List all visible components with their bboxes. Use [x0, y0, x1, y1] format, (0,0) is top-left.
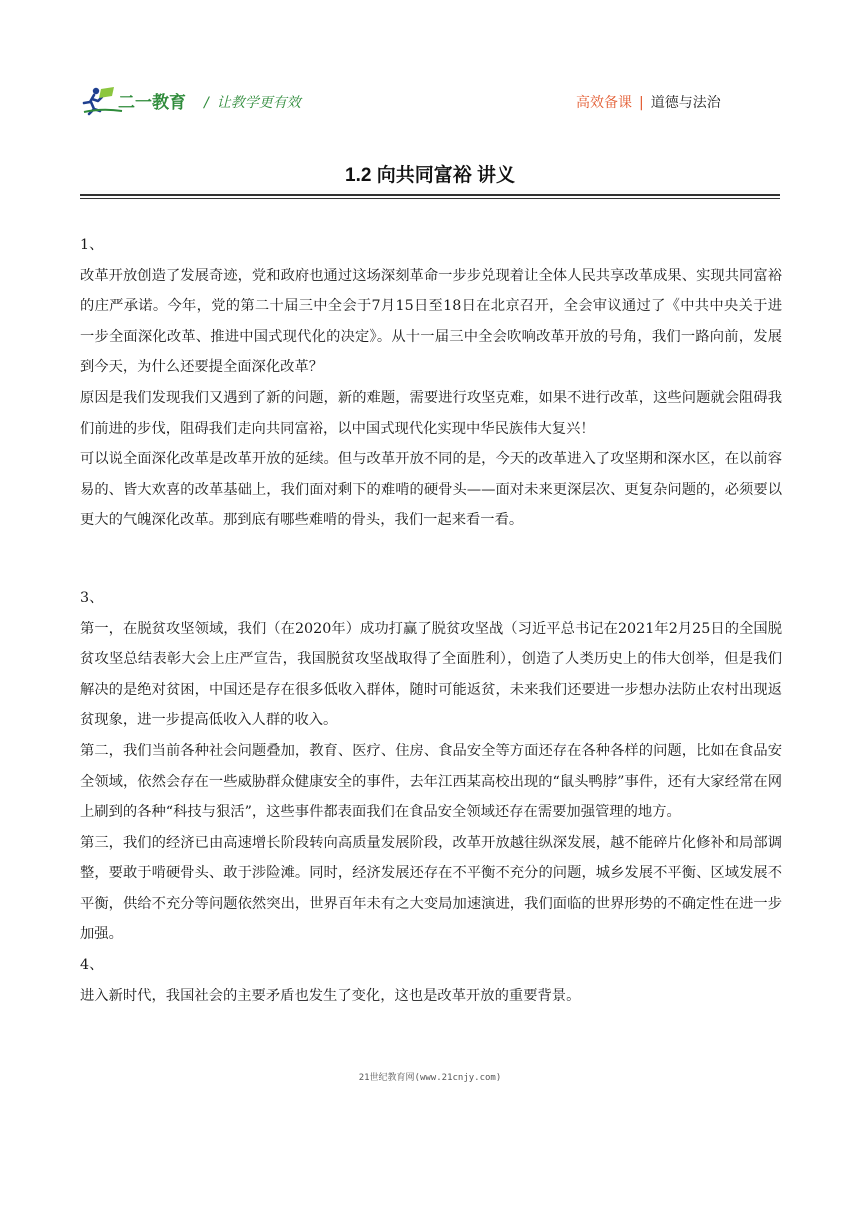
slogan-text: 让教学更有效	[216, 95, 301, 111]
paragraph: 原因是我们发现我们又遇到了新的问题，新的难题，需要进行攻坚克难，如果不进行改革，这些问题就会阻碍我们前进的步伐，阻碍我们走向共同富裕，以中国式现代化实现中华民族伟大复兴！	[80, 389, 782, 437]
section-number: 1、	[80, 237, 104, 253]
paragraph: 第二，我们当前各种社会问题叠加，教育、医疗、住房、食品安全等方面还存在各种各样的问题，比如在食品安全领域，依然会存在一些威胁群众健康安全的事件，去年江西某高校出现的“鼠头鸭脖”事件，还有大家经常在网上刷到的各种“科技与狠活”，这些事件都表面我们在食品安全领域还存在需要加强管理的地方。	[80, 742, 782, 821]
title-divider	[80, 194, 780, 199]
paragraph: 进入新时代，我国社会的主要矛盾也发生了变化，这也是改革开放的重要背景。	[80, 987, 581, 1004]
logo-text: 二一教育	[118, 93, 186, 113]
paragraph: 第三，我们的经济已由高速增长阶段转向高质量发展阶段，改革开放越往纵深发展，越不能碎片化修补和局部调整，要敢于啃硬骨头、敢于涉险滩。同时，经济发展还存在不平衡不充分的问题，城乡发展不平衡、区域发展不平衡，供给不充分等问题依然突出，世界百年未有之大变局加速演进，我们面临的世界形势的不确定性在进一步加强。	[80, 834, 782, 943]
runner-icon	[84, 87, 122, 114]
category-tag: 高效备课	[576, 95, 632, 111]
section-3	[80, 583, 782, 950]
section-number: 4、	[80, 957, 104, 974]
paragraph: 改革开放创造了发展奇迹，党和政府也通过这场深刻革命一步步兑现着让全体人民共享改革成果、实现共同富裕的庄严承诺。今年，党的第二十届三中全会于7月15日至18日在北京召开，全会审议通过了《中共中央关于进一步全面深化改革、推进中国式现代化的决定》。从十一届三中全会吹响改革开放的号角，我们一路向前，发展到今天，为什么还要提全面深化改革？	[80, 267, 782, 376]
category-separator: |	[639, 95, 644, 111]
paragraph: 可以说全面深化改革是改革开放的延续。但与改革开放不同的是，今天的改革进入了攻坚期和深水区，在以前容易的、皆大欢喜的改革基础上，我们面对剩下的难啃的硬骨头——面对未来更深层次、更复杂问题的，必须要以更大的气魄深化改革。那到底有哪些难啃的骨头，我们一起来看一看。	[80, 451, 782, 529]
document-body	[80, 230, 782, 1011]
header-category	[576, 92, 721, 112]
section-number: 3、	[80, 589, 104, 606]
slogan-divider: /	[204, 95, 209, 111]
paragraph: 第一，在脱贫攻坚领域，我们（在2020年）成功打赢了脱贫攻坚战（习近平总书记在2021年2月25日的全国脱贫攻坚总结表彰大会上庄严宣告，我国脱贫攻坚战取得了全面胜利），创造了人类历史上的伟大创举，但是我们解决的是绝对贫困，中国还是存在很多低收入群体，随时可能返贫，未来我们还要进一步想办法防止农村出现返贫现象，进一步提高低收入人群的收入。	[80, 620, 782, 729]
blank-space	[80, 536, 782, 583]
section-1	[80, 230, 782, 536]
brand-slogan	[204, 92, 301, 112]
section-4	[80, 950, 782, 1011]
page-footer: 21世纪教育网(www.21cnjy.com)	[358, 1073, 502, 1083]
subject-label: 道德与法治	[650, 95, 721, 111]
page-header	[0, 0, 860, 130]
brand-logo	[82, 84, 194, 116]
document-title: 1.2 向共同富裕 讲义	[345, 165, 515, 186]
